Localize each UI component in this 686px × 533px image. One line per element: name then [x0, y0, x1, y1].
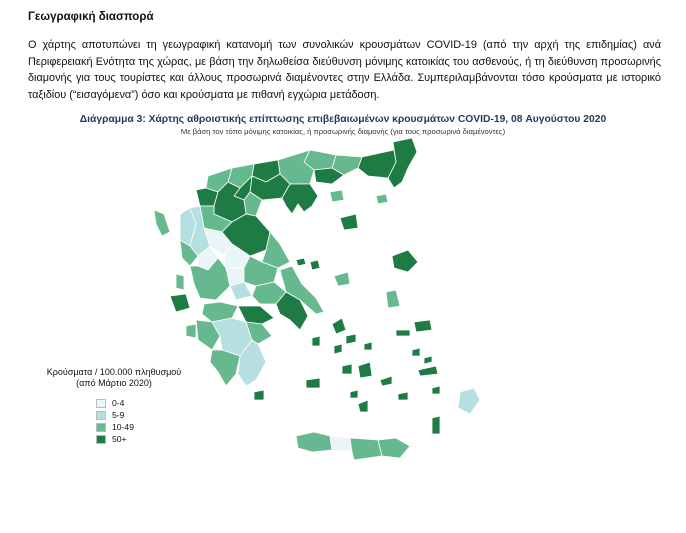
region-paros [342, 364, 352, 374]
region-kalymnos [424, 356, 432, 364]
map-legend [28, 367, 218, 445]
region-kythira [254, 390, 264, 400]
section-paragraph: Ο χάρτης αποτυπώνει τη γεωγραφική κατανομή των συνολικών κρουσμάτων COVID-19 (από την αρχή της επιδημίας) ανά Περιφερειακή Ενότητα της χώρας, με βάση την δηλωθείσα διεύθυνση μόνιμης κατοικίας του ασθενούς, ή τη διεύθυνση προσωρινής διαμονής για τους τουρίστες και άλλους προσωρινά διαμένοντες στην Ελλάδα. Συμπεριλαμβάνονται τόσο κρούσματα με ιστορικό ταξιδίου (“εισαγόμενα”) όσο και κρούσματα με πιθανή εγχώρια μετάδοση. [28, 39, 661, 101]
region-rethymno [330, 436, 352, 452]
region-amorgos [380, 376, 392, 386]
region-karpathos [432, 416, 440, 434]
region-skiathos [296, 258, 306, 266]
legend-swatch [96, 411, 106, 420]
legend-item [96, 409, 218, 421]
legend-label: 5-9 [112, 410, 125, 420]
section-heading: Γεωγραφική διασπορά [28, 11, 154, 23]
region-tinos [346, 334, 356, 344]
region-ikaria [396, 330, 410, 336]
region-zakynthos [186, 324, 196, 338]
region-samos [414, 320, 432, 332]
region-irakleio [350, 438, 382, 460]
legend-label: 10-49 [112, 422, 134, 432]
legend-swatch [96, 399, 106, 408]
region-andros [332, 318, 346, 334]
region-skopelos [310, 260, 320, 270]
legend-item [96, 421, 218, 433]
legend-items [96, 397, 218, 445]
region-samothraki [376, 194, 388, 204]
region-astypalaia [398, 392, 408, 400]
region-nisyros [432, 386, 440, 394]
region-mykonos [364, 342, 372, 350]
region-lesvos [392, 250, 418, 272]
legend-label: 50+ [112, 434, 127, 444]
region-lasithi [378, 438, 410, 458]
region-syros [334, 344, 342, 354]
region-kos [418, 366, 438, 376]
region-limnos [340, 214, 358, 230]
region-milos [306, 378, 320, 388]
region-kerkyra [154, 210, 170, 236]
chart-title: Διάγραμμα 3: Χάρτης αθροιστικής επίπτωσης επιβεβαιωμένων κρουσμάτων COVID-19, 08 Αυγούστου 2020 [79, 114, 607, 125]
legend-item [96, 433, 218, 445]
region-fokida [230, 282, 252, 300]
legend-title-line2: (από Μάρτιο 2020) [76, 378, 152, 388]
legend-title-line1: Κρούσματα / 100.000 πληθυσμού [46, 367, 182, 377]
region-chios [386, 290, 400, 308]
region-chalkidiki [282, 184, 318, 214]
region-leros [412, 348, 420, 356]
legend-swatch [96, 423, 106, 432]
legend-title [28, 367, 200, 389]
legend-label: 0-4 [112, 398, 125, 408]
region-thira [358, 400, 368, 412]
region-chania [296, 432, 332, 452]
chart-subtitle: Με βάση τον τόπο μόνιμης κατοικίας, ή προσωρινής διαμονής (για τους προσωρινά διαμένοντες) [180, 127, 506, 136]
region-skyros [334, 272, 350, 286]
region-lefkada [176, 274, 184, 290]
legend-item [96, 397, 218, 409]
region-kea [312, 336, 320, 346]
region-rodopi [358, 150, 396, 178]
region-naxos [358, 362, 372, 378]
region-rodos [458, 388, 480, 414]
region-kefalonia [170, 294, 190, 312]
region-ios [350, 390, 358, 398]
legend-swatch [96, 435, 106, 444]
region-thasos [330, 190, 344, 202]
